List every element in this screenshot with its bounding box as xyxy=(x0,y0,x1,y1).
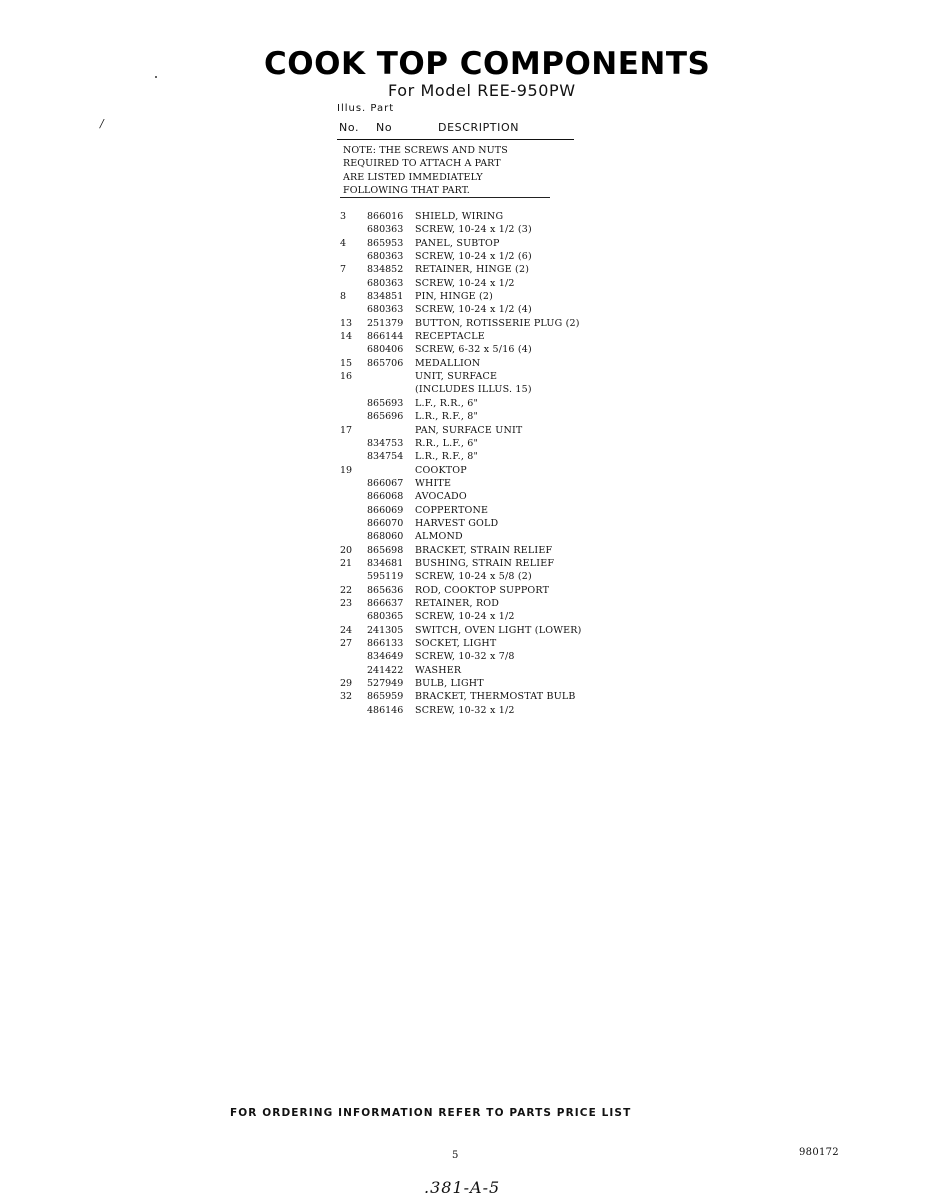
part-number: 251379 xyxy=(367,317,404,329)
part-number: 834852 xyxy=(367,264,404,276)
scan-mark: / xyxy=(100,117,104,130)
part-number: 680406 xyxy=(367,344,404,356)
part-description: COPPERTONE xyxy=(415,504,489,516)
part-description: L.R., R.F., 8" xyxy=(415,411,479,423)
illus-number: 17 xyxy=(340,424,353,436)
column-header-part-no: No xyxy=(376,121,393,134)
note-line: ARE LISTED IMMEDIATELY xyxy=(343,171,483,183)
part-description: ROD, COOKTOP SUPPORT xyxy=(415,584,550,596)
part-description: (INCLUDES ILLUS. 15) xyxy=(415,384,532,396)
part-number: 486146 xyxy=(367,704,404,716)
column-header-illus-no: No. xyxy=(339,121,360,134)
part-number: 866070 xyxy=(367,517,404,529)
part-number: 527949 xyxy=(367,678,404,690)
part-description: SCREW, 10-24 x 1/2 xyxy=(415,611,515,623)
part-number: 241305 xyxy=(367,624,404,636)
column-header-top: Illus. Part xyxy=(337,103,395,114)
part-description: SCREW, 10-24 x 1/2 xyxy=(415,277,515,289)
part-number: 865706 xyxy=(367,357,404,369)
column-header-description: DESCRIPTION xyxy=(438,121,520,134)
part-number: 241422 xyxy=(367,664,404,676)
part-description: BUSHING, STRAIN RELIEF xyxy=(415,557,555,569)
part-description: BUTTON, ROTISSERIE PLUG (2) xyxy=(415,317,580,329)
part-number: 866068 xyxy=(367,491,404,503)
part-description: SHIELD, WIRING xyxy=(415,211,504,222)
part-description: WHITE xyxy=(415,477,452,489)
illus-number: 3 xyxy=(340,211,347,222)
note-line: REQUIRED TO ATTACH A PART xyxy=(343,158,501,170)
part-description: PIN, HINGE (2) xyxy=(415,291,494,303)
illus-number: 7 xyxy=(340,264,347,276)
part-description: HARVEST GOLD xyxy=(415,517,499,529)
part-description: SCREW, 6-32 x 5/16 (4) xyxy=(415,344,532,356)
part-description: SWITCH, OVEN LIGHT (LOWER) xyxy=(415,624,582,636)
illus-number: 19 xyxy=(340,464,353,476)
part-number: 834681 xyxy=(367,557,404,569)
part-number: 680363 xyxy=(367,224,404,236)
model-subtitle: For Model REE-950PW xyxy=(388,81,576,100)
part-number: 834753 xyxy=(367,437,404,449)
illus-number: 8 xyxy=(340,291,347,303)
part-description: SCREW, 10-24 x 1/2 (3) xyxy=(415,224,532,236)
note-block xyxy=(343,144,508,197)
part-description: RETAINER, HINGE (2) xyxy=(415,264,530,276)
part-number: 595119 xyxy=(367,571,404,583)
part-description: RECEPTACLE xyxy=(415,331,485,343)
part-description: BULB, LIGHT xyxy=(415,678,484,690)
part-description: UNIT, SURFACE xyxy=(415,371,498,383)
part-description: PANEL, SUBTOP xyxy=(415,237,500,249)
illus-number: 20 xyxy=(340,544,353,556)
part-description: BRACKET, THERMOSTAT BULB xyxy=(415,691,576,703)
note-divider xyxy=(340,197,550,198)
part-description: ALMOND xyxy=(415,531,463,543)
handwritten-annotation: .381-A-5 xyxy=(424,1178,501,1197)
illus-number: 27 xyxy=(340,638,353,649)
illus-number: 22 xyxy=(340,584,353,596)
part-description: PAN, SURFACE UNIT xyxy=(415,424,523,436)
part-description: R.R., L.F., 6" xyxy=(415,437,479,449)
part-number: 865696 xyxy=(367,411,404,423)
column-header-row xyxy=(337,121,574,140)
part-description: SOCKET, LIGHT xyxy=(415,638,497,649)
part-number: 680363 xyxy=(367,251,404,263)
illus-number: 23 xyxy=(340,597,353,609)
part-number: 834754 xyxy=(367,451,404,463)
illus-number: 24 xyxy=(340,624,353,636)
part-number: 866133 xyxy=(367,638,404,649)
part-number: 866067 xyxy=(367,477,404,489)
part-number: 834851 xyxy=(367,291,404,303)
illus-number: 15 xyxy=(340,357,353,369)
part-number: 865959 xyxy=(367,691,404,703)
part-description: BRACKET, STRAIN RELIEF xyxy=(415,544,553,556)
illus-number: 16 xyxy=(340,371,353,383)
page-title: COOK TOP COMPONENTS xyxy=(264,46,711,82)
part-number: 865953 xyxy=(367,237,404,249)
part-number: 866016 xyxy=(367,211,404,222)
part-number: 865693 xyxy=(367,397,404,409)
part-description: SCREW, 10-32 x 7/8 xyxy=(415,651,515,663)
part-number: 866069 xyxy=(367,504,404,516)
part-number: 866144 xyxy=(367,331,404,343)
part-description: SCREW, 10-24 x 1/2 (6) xyxy=(415,251,532,263)
part-number: 868060 xyxy=(367,531,404,543)
illus-number: 13 xyxy=(340,317,353,329)
part-description: WASHER xyxy=(415,664,462,676)
part-description: L.F., R.R., 6" xyxy=(415,397,479,409)
illus-number: 14 xyxy=(340,331,353,343)
part-description: SCREW, 10-24 x 1/2 (4) xyxy=(415,304,532,316)
part-number: 865636 xyxy=(367,584,404,596)
page-number: 5 xyxy=(452,1150,459,1161)
scan-speck xyxy=(155,76,157,78)
part-number: 865698 xyxy=(367,544,404,556)
note-line: NOTE: THE SCREWS AND NUTS xyxy=(343,145,508,156)
part-number: 834649 xyxy=(367,651,404,663)
illus-number: 21 xyxy=(340,557,353,569)
ordering-info-note: FOR ORDERING INFORMATION REFER TO PARTS PRICE LIST xyxy=(230,1107,632,1119)
part-number: 680363 xyxy=(367,277,404,289)
illus-number: 32 xyxy=(340,691,353,703)
illus-number: 4 xyxy=(340,237,347,249)
illus-number: 29 xyxy=(340,678,353,690)
part-number: 680363 xyxy=(367,304,404,316)
note-line: FOLLOWING THAT PART. xyxy=(343,184,470,196)
part-description: SCREW, 10-32 x 1/2 xyxy=(415,704,515,716)
part-number: 866637 xyxy=(367,597,404,609)
part-description: COOKTOP xyxy=(415,464,467,476)
part-description: RETAINER, ROD xyxy=(415,597,500,609)
part-number: 680365 xyxy=(367,611,404,623)
part-description: MEDALLION xyxy=(415,357,481,369)
part-description: AVOCADO xyxy=(415,491,467,503)
document-code: 980172 xyxy=(799,1147,839,1158)
part-description: L.R., R.F., 8" xyxy=(415,451,479,463)
part-description: SCREW, 10-24 x 5/8 (2) xyxy=(415,571,532,583)
